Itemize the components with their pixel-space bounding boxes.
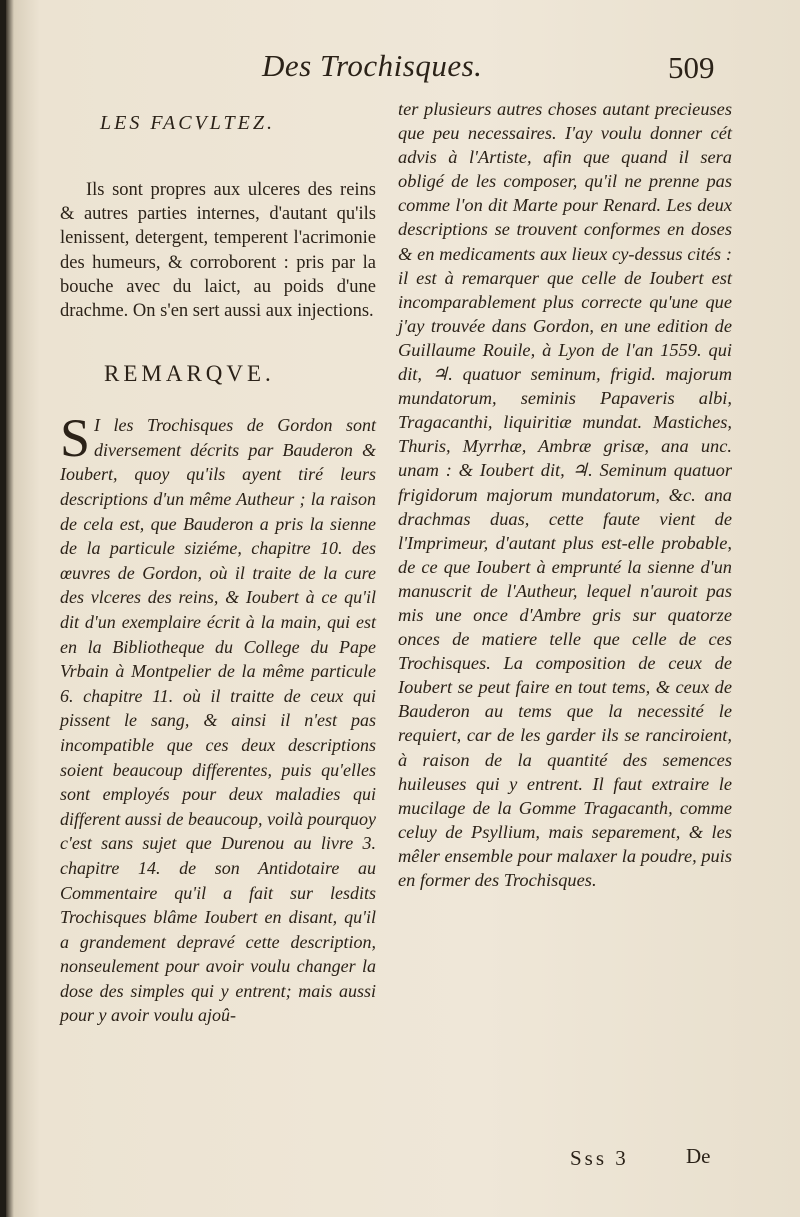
page-number: 509 [668, 50, 715, 85]
page-footer [0, 1142, 800, 1174]
right-column [398, 97, 732, 892]
remarque-text: I les Trochisques de Gordon sont diversement décrits par Bauderon & Ioubert, quoy qu'ils ayent tiré leurs descriptions d'un même Autheur ; la raison de cela est, que Bauderon a pris la sienne de la particule siziéme, chapitre 10. des œuvres de Gordon, où il traite de la cure des vlceres des reins, & Ioubert à ce qu'il dit d'un exemplaire écrit à la main, qui est en la Bibliotheque du College du Pape Vrbain à Montpelier de la même particule 6. chapitre 11. où il traitte de ceux qui pissent le sang, & ainsi il n'est pas incompatible que ces deux descriptions soient beaucoup differentes, puis qu'elles sont employés pour deux maladies qui different aussi de beaucoup, voilà pourquoy c'est sans sujet que Durenou au livre 3. chapitre 14. de son Antidotaire au Commentaire qu'il a fait sur lesdits Trochisques blâme Ioubert en disant, qu'il a grandement depravé cette description, nonseulement pour avoir voulu changer la dose des simples qui y entrent; mais aussi pour y avoir voulu ajoû- [60, 415, 376, 1026]
section-heading-facultez: LES FACVLTEZ. [100, 112, 275, 134]
catchword: De [686, 1144, 711, 1168]
remarque-paragraph [60, 408, 376, 1028]
drop-cap: S [60, 408, 91, 469]
facultez-paragraph: Ils sont propres aux ulceres des reins & autres parties internes, d'autant qu'ils lenissent, detergent, temperent l'acrimonie des humeurs, & corroborent : pris par la bouche avec du laict, au poids d'une drachme. On s'en sert aussi aux injections. [60, 180, 376, 322]
book-spine-shadow [0, 0, 6, 1217]
page-header [0, 48, 800, 94]
running-title: Des Trochisques. [262, 48, 483, 83]
section-heading-remarque: REMARQVE. [104, 361, 275, 387]
signature-mark: Sss 3 [570, 1146, 629, 1170]
right-column-paragraph: ter plusieurs autres choses autant precieuses que peu necessaires. I'ay voulu donner cét advis à l'Artiste, afin que quand il sera obligé de les composer, qu'il ne prenne pas comme l'on dit Marte pour Renard. Les deux descriptions se trouvent conformes en doses & en medicaments aux lieux cy-dessus cités : il est à remarquer que celle de Ioubert est incomparablement plus correcte qu'une que j'ay trouvée dans Gordon, en une edition de Guillaume Rouile, à Lyon de l'an 1559. qui dit, ♃. quatuor seminum, frigid. majorum mundatorum, seminis Papaveris albi, Tragacanthi, liquiritiæ mundat. Mastiches, Thuris, Myrrhæ, Ambræ grisæ, ana unc. unam : & Ioubert dit, ♃. Seminum quatuor frigidorum majorum mundatorum, &c. ana drachmas duas, cette faute vient de l'Imprimeur, d'autant plus est-elle probable, de ce que Ioubert à emprunté la sienne d'un manuscrit de l'Autheur, lequel n'auroit pas mis une once d'Ambre gris sur quatorze onces de matiere telle que celle de ces Trochisques. La composition de ceux de Ioubert se peut faire en tout tems, & ceux de Bauderon au tems que la necessité le requiert, car de les garder ils se ranciroient, à raison de la quantité des semences huileuses qui y entrent. Il faut extraire le mucilage de la Gomme Tragacanth, comme celuy de Psyllium, mais separement, & les mêler ensemble pour malaxer la poudre, puis en former des Trochisques. [398, 99, 732, 890]
left-column [60, 112, 376, 1028]
